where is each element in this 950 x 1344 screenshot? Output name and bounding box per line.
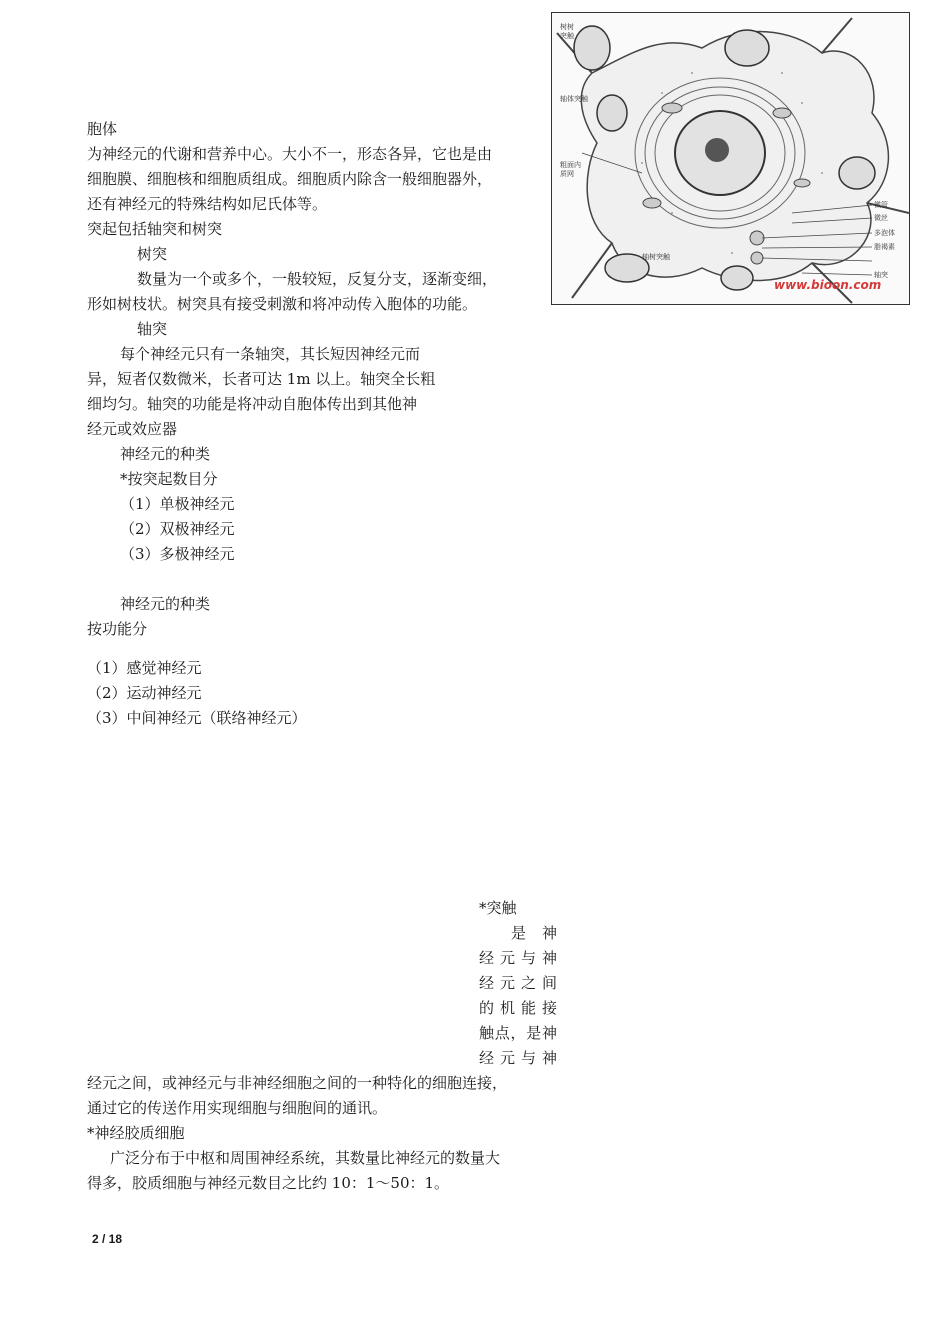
text-line: 广泛分布于中枢和周围神经系统，其数量比神经元的数量大	[110, 1149, 501, 1167]
label-microtubule: 微管	[874, 201, 888, 209]
text-line: 按功能分	[87, 620, 148, 638]
list-item: （2）运动神经元	[87, 684, 202, 702]
text-line: 为神经元的代谢和营养中心。大小不一，形态各异，它也是由	[87, 145, 493, 163]
label-lipofuscin: 脂褐素	[874, 243, 895, 251]
text-line: 细均匀。轴突的功能是将冲动自胞体传出到其他神	[87, 395, 418, 413]
neuron-diagram	[552, 13, 909, 304]
text-line: 还有神经元的特殊结构如尼氏体等。	[87, 195, 328, 213]
text-line: 异，短者仅数微米，长者可达 1m 以上。轴突全长粗	[87, 370, 436, 388]
text-line: *按突起数目分	[120, 470, 218, 488]
text-line: 经元之间	[479, 974, 557, 992]
list-item: （3）多极神经元	[120, 545, 235, 563]
label-multivesicular-body: 多泡体	[874, 229, 895, 237]
heading-axon: 轴突	[137, 320, 168, 338]
text-line: 形如树枝状。树突具有接受刺激和将冲动传入胞体的功能。	[87, 295, 478, 313]
text-line: 每个神经元只有一条轴突，其长短因神经元而	[120, 345, 421, 363]
text-line: 经元之间，或神经元与非神经细胞之间的一种特化的细胞连接，	[87, 1074, 508, 1092]
page-number: 2 / 18	[92, 1232, 123, 1246]
text-line: 数量为一个或多个，一般较短，反复分支，逐渐变细，	[137, 270, 498, 288]
heading-neuron-types: 神经元的种类	[120, 445, 211, 463]
text-line: 是 神	[511, 924, 557, 942]
heading-neuron-types-2: 神经元的种类	[120, 595, 211, 613]
text-line: 突起包括轴突和树突	[87, 220, 223, 238]
text-line: 的机能接	[479, 999, 557, 1017]
heading-dendrite: 树突	[137, 245, 168, 263]
label-dendrite-synapse-2: 突触	[560, 32, 574, 40]
label-rough-er-1: 粗面内	[560, 161, 581, 169]
heading-glial-cells: *神经胶质细胞	[87, 1124, 185, 1142]
text-line: 得多，胶质细胞与神经元数目之比约 10：1～50：1。	[87, 1174, 450, 1192]
list-item: （1）感觉神经元	[87, 659, 202, 677]
text-line: 通过它的传送作用实现细胞与细胞间的通讯。	[87, 1099, 388, 1117]
text-line: 经元与神	[479, 1049, 557, 1067]
heading-cell-body: 胞体	[87, 120, 118, 138]
list-item: （1）单极神经元	[120, 495, 235, 513]
neuron-diagram-figure	[551, 12, 910, 305]
text-line: 触点，是神	[479, 1024, 557, 1042]
text-line: 细胞膜、细胞核和细胞质组成。细胞质内除含一般细胞器外，	[87, 170, 493, 188]
label-rough-er-2: 质网	[560, 170, 574, 178]
text-line: 经元与神	[479, 949, 557, 967]
label-dendrite-synapse-1: 树树	[560, 23, 574, 31]
label-axosomatic-synapse: 轴体突触	[560, 95, 588, 103]
figure-watermark: www.bioon.com	[774, 278, 882, 292]
label-microfilament: 微丝	[874, 214, 888, 222]
label-axodendritic-synapse: 轴树突触	[642, 253, 670, 261]
text-line: 经元或效应器	[87, 420, 178, 438]
heading-synapse: *突触	[479, 899, 517, 917]
label-axon: 轴突	[874, 271, 888, 279]
list-item: （3）中间神经元（联络神经元）	[87, 709, 307, 727]
list-item: （2）双极神经元	[120, 520, 235, 538]
